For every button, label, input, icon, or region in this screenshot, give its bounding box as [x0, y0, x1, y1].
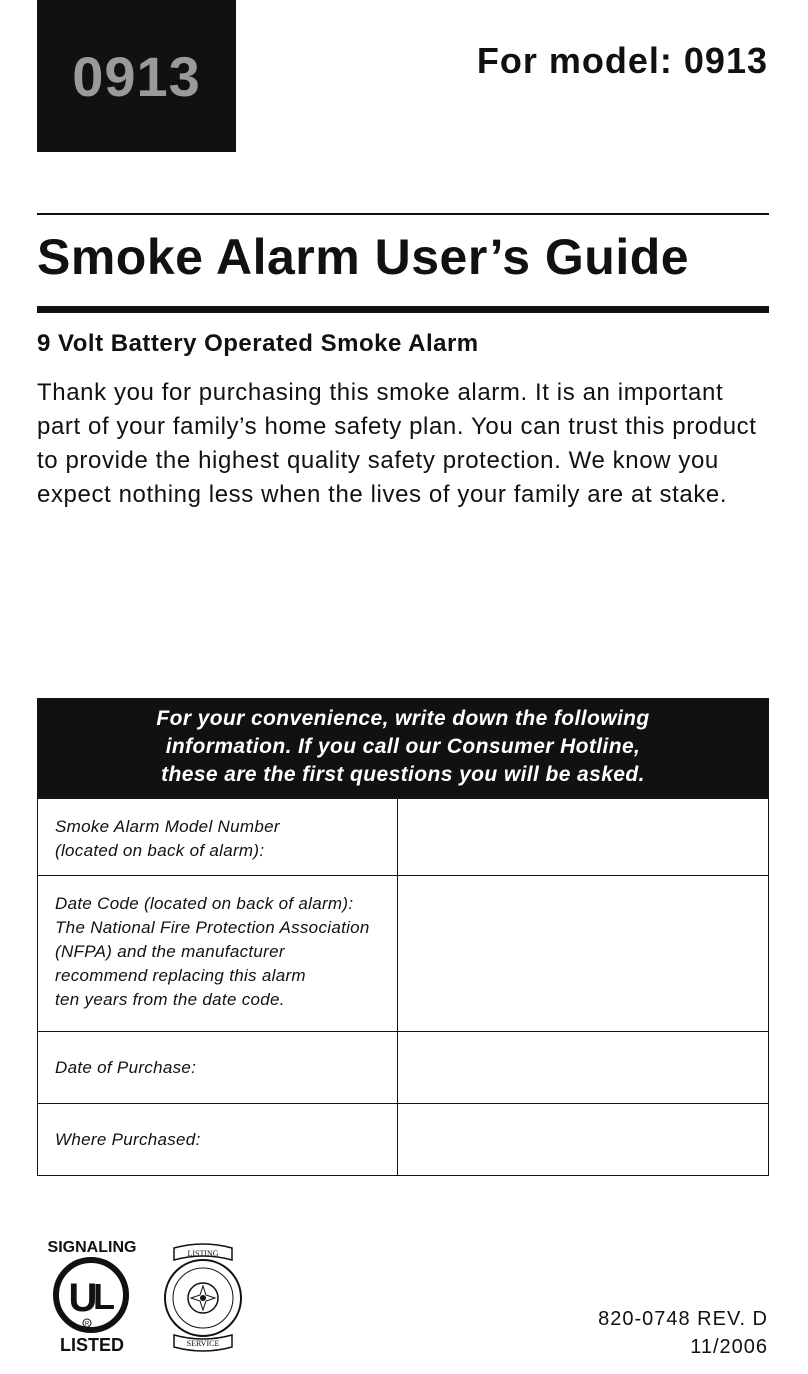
title-rule [37, 306, 769, 313]
label-line: recommend replacing this alarm [55, 966, 306, 985]
svg-text:R: R [84, 1321, 90, 1328]
top-rule [37, 213, 769, 215]
label-line: Where Purchased: [55, 1129, 201, 1149]
date-code-field[interactable] [398, 876, 768, 1031]
label-line: (located on back of alarm): [55, 841, 265, 860]
table-row-date-code [38, 875, 768, 1031]
svg-text:L: L [93, 1276, 115, 1317]
table-row-date-of-purchase [38, 1031, 768, 1103]
label-line: Date Code (located on back of alarm): [55, 894, 354, 913]
table-row-model-number [38, 798, 768, 875]
where-purchased-field[interactable] [398, 1104, 768, 1175]
for-model-heading: For model: 0913 [476, 40, 768, 81]
intro-paragraph: Thank you for purchasing this smoke alarm. It is an important part of your family’s home safety plan. You can trust this product to provide the highest quality safety protection. We know you expect nothing less when the lives of your family are at stake. [37, 379, 757, 508]
fire-marshal-seal [160, 1240, 246, 1355]
label-line: The National Fire Protection Association [55, 918, 370, 937]
info-table-header [38, 699, 768, 798]
ul-bottom-text: LISTED [59, 1335, 125, 1355]
svg-text:LISTING: LISTING [187, 1249, 219, 1258]
info-header-line: these are the first questions you will be asked. [161, 763, 645, 786]
label-line: (NFPA) and the manufacturer [55, 942, 285, 961]
row-label [38, 876, 398, 1031]
date-of-purchase-field[interactable] [398, 1032, 768, 1103]
ul-listed-logo [44, 1237, 140, 1355]
model-number-field[interactable] [398, 799, 768, 875]
info-header-line: information. If you call our Consumer Hotline, [165, 735, 641, 758]
model-badge: 0913 [37, 0, 236, 152]
svg-text:SERVICE: SERVICE [186, 1339, 220, 1348]
subtitle: 9 Volt Battery Operated Smoke Alarm [37, 330, 479, 357]
row-label [38, 1104, 398, 1175]
row-label [38, 1032, 398, 1103]
table-row-where-purchased [38, 1103, 768, 1175]
label-line: Date of Purchase: [55, 1057, 197, 1077]
doc-date: 11/2006 [690, 1336, 768, 1358]
document-number [598, 1305, 768, 1361]
info-header-line: For your convenience, write down the following [156, 707, 650, 730]
info-table [37, 698, 769, 1176]
doc-number: 820-0748 REV. D [598, 1308, 768, 1330]
ul-top-text: SIGNALING [47, 1239, 137, 1256]
row-label [38, 799, 398, 875]
label-line: ten years from the date code. [55, 990, 285, 1009]
label-line: Smoke Alarm Model Number [55, 817, 280, 836]
svg-text:U: U [68, 1276, 98, 1320]
page-title: Smoke Alarm User’s Guide [37, 229, 690, 285]
